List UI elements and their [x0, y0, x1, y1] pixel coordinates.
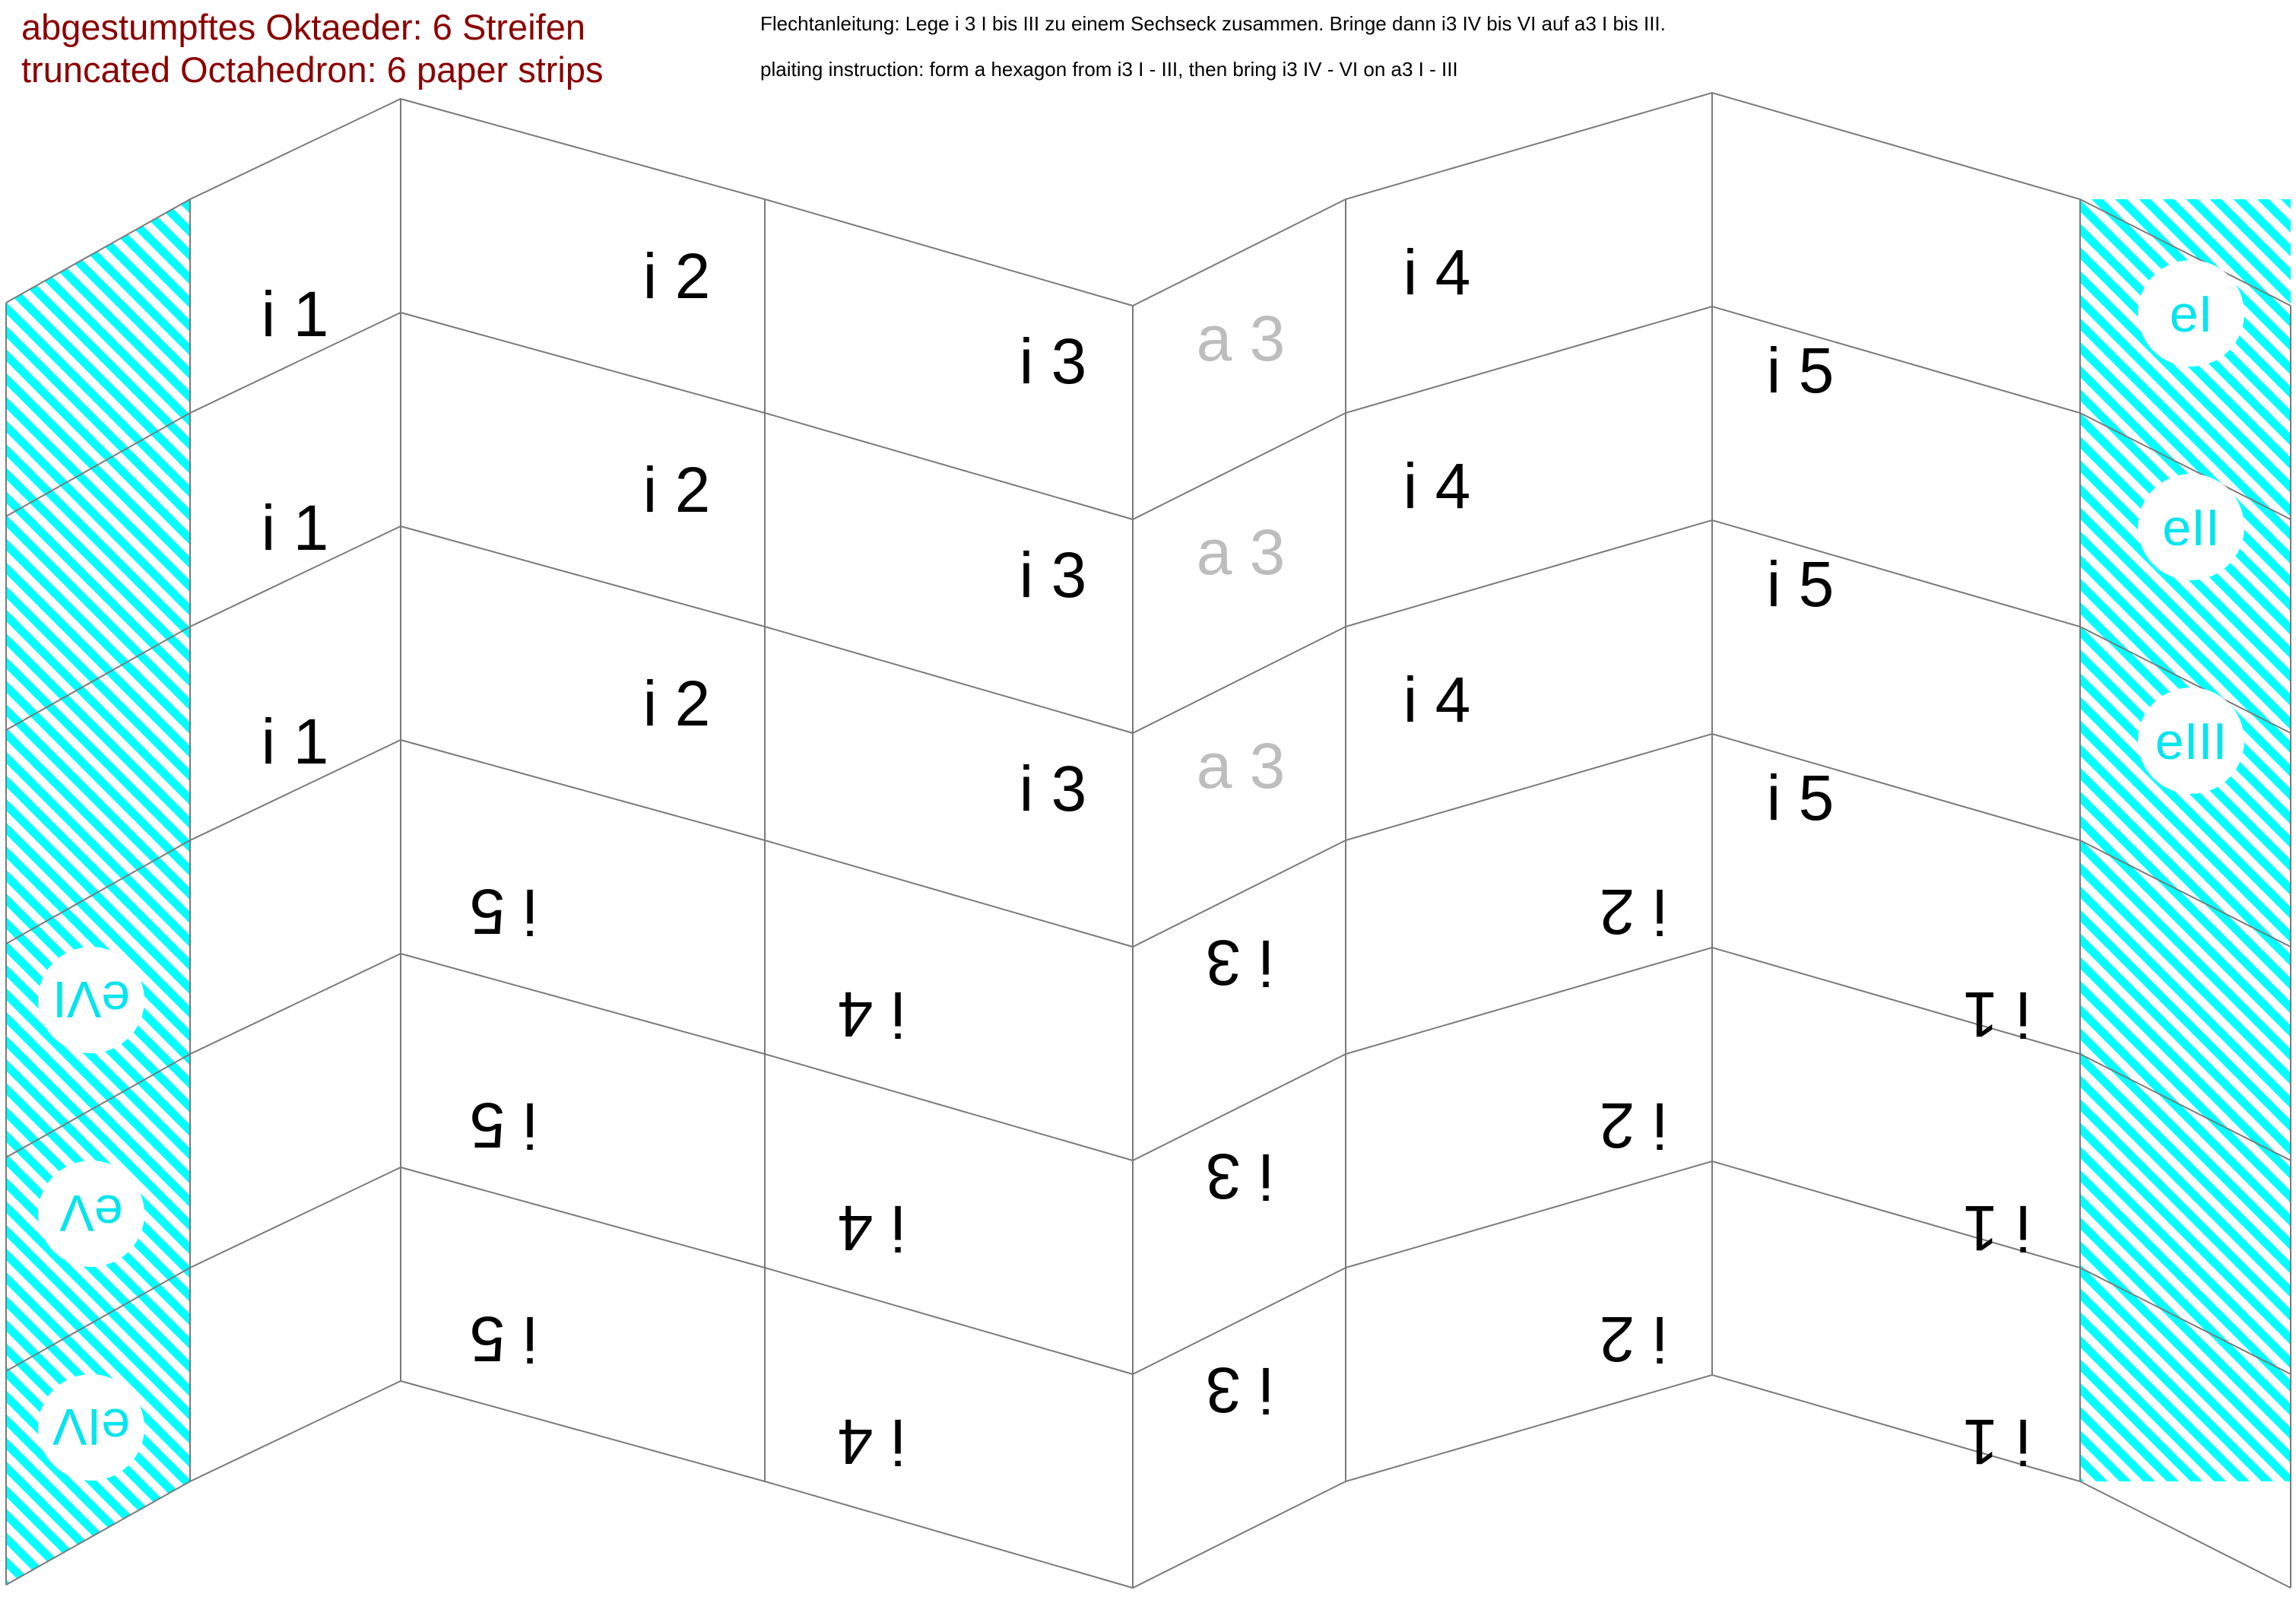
segment-label: i 3	[1019, 325, 1087, 397]
segment-label-inverted: i 3	[1205, 1354, 1273, 1426]
segment-label-inverted: i 3	[1205, 1141, 1273, 1212]
segment-label: i 2	[642, 240, 711, 312]
segment-label-inverted: i 1	[1962, 1192, 2031, 1264]
end-label: eII	[2162, 499, 2220, 557]
segment-label: i 4	[1403, 237, 1471, 308]
strip-boundary	[6, 734, 2291, 947]
segment-label: i 4	[1403, 664, 1471, 735]
segment-label-inverted: i 4	[837, 1406, 905, 1478]
segment-label: a 3	[1196, 730, 1286, 802]
segment-label-inverted: i 1	[1962, 1406, 2031, 1478]
segment-label-inverted: i 1	[1962, 979, 2031, 1050]
segment-label: i 3	[1019, 539, 1087, 611]
instruction-german: Flechtanleitung: Lege i 3 I bis III zu einem Sechseck zusammen. Bringe dann i3 IV bis VI auf a3 I bis III.	[760, 12, 1666, 35]
segment-label: i 5	[1766, 762, 1835, 833]
end-label-inverted: eIV	[52, 1398, 131, 1456]
segment-label-inverted: i 4	[837, 1192, 905, 1264]
instruction-english: plaiting instruction: form a hexagon from i3 I - III, then bring i3 IV - VI on a3 I - III	[760, 58, 1458, 81]
segment-label-inverted: i 5	[469, 876, 538, 948]
end-label-inverted: eVI	[52, 970, 131, 1028]
segment-label-inverted: i 2	[1599, 876, 1667, 948]
segment-label-inverted: i 4	[837, 979, 905, 1050]
segment-label: a 3	[1196, 303, 1286, 374]
right-flap-hatch	[2080, 199, 2291, 1481]
strip-labels	[38, 237, 2244, 1481]
segment-label: i 5	[1766, 548, 1835, 620]
segment-label: i 5	[1766, 335, 1835, 406]
strip-boundary	[6, 1375, 2291, 1588]
strip-boundary	[6, 1161, 2291, 1374]
segment-label-inverted: i 5	[469, 1090, 538, 1161]
segment-label-inverted: i 3	[1205, 927, 1273, 999]
segment-label: a 3	[1196, 516, 1286, 588]
strip-outlines	[6, 93, 2291, 1588]
segment-label: i 1	[261, 706, 329, 777]
segment-label: i 1	[261, 492, 329, 564]
segment-label: i 1	[261, 278, 329, 350]
segment-label-inverted: i 2	[1599, 1090, 1667, 1161]
hatched-fills	[6, 199, 2291, 1585]
strip-boundary	[6, 520, 2291, 733]
strip-boundary	[6, 306, 2291, 519]
strip-boundary	[6, 948, 2291, 1160]
segment-label: i 3	[1019, 753, 1087, 824]
segment-label: i 4	[1403, 450, 1471, 522]
segment-label: i 2	[642, 454, 711, 525]
end-label-inverted: eV	[59, 1184, 123, 1242]
segment-label: i 2	[642, 668, 711, 739]
segment-label-inverted: i 5	[469, 1303, 538, 1375]
segment-label-inverted: i 2	[1599, 1303, 1667, 1375]
title-english: truncated Octahedron: 6 paper strips	[21, 49, 604, 90]
title-german: abgestumpftes Oktaeder: 6 Streifen	[21, 7, 585, 47]
end-label: eIII	[2155, 713, 2228, 770]
end-label: eI	[2169, 285, 2213, 343]
strip-boundary	[6, 93, 2291, 306]
